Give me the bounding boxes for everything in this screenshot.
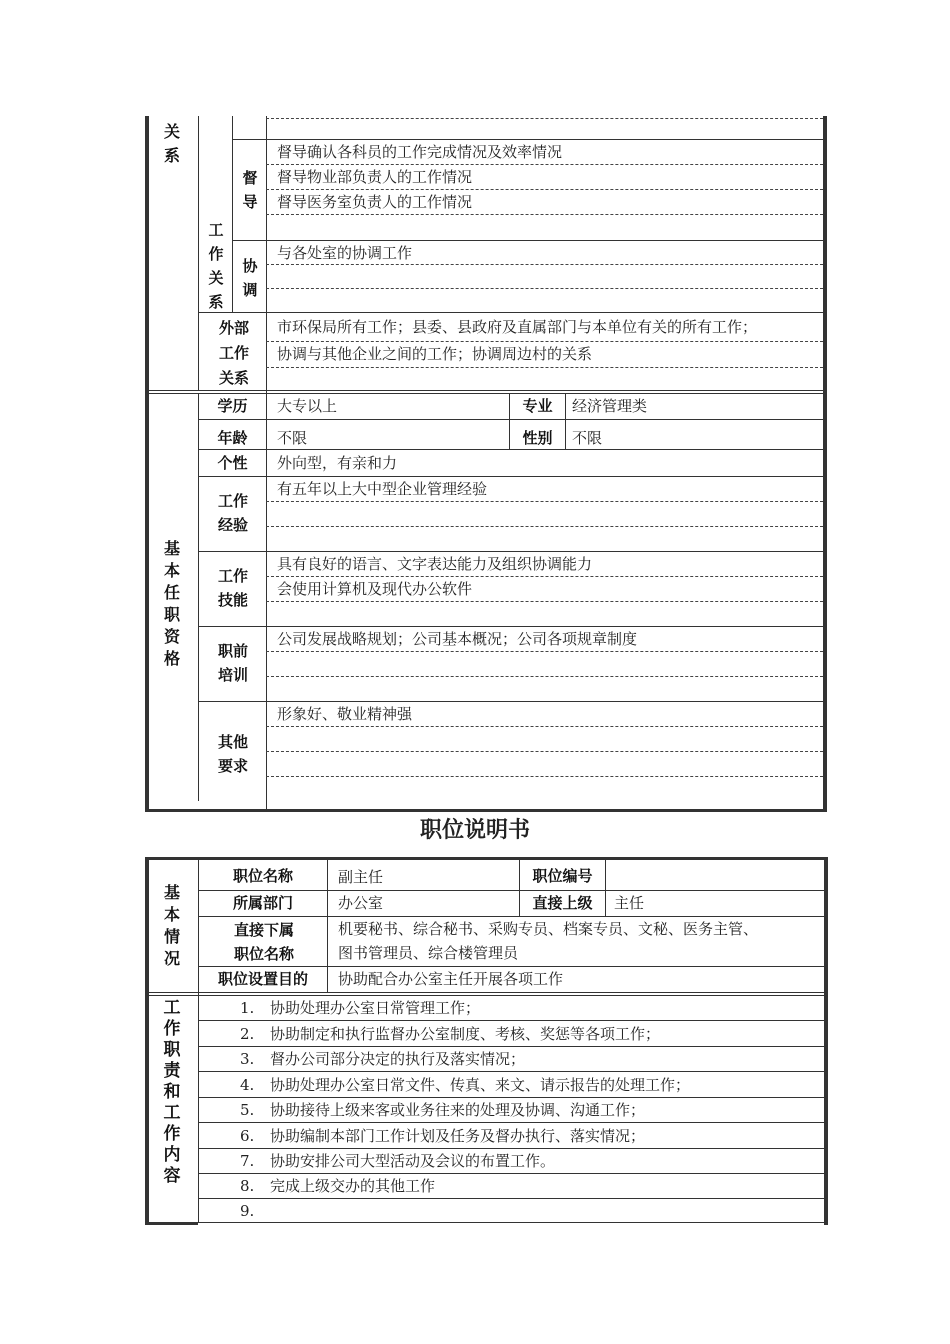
duty-num: 8.: [240, 1177, 255, 1195]
department-label: 所属部门: [232, 894, 293, 912]
purpose-label: 职位设置目的: [217, 970, 308, 988]
external-relation-label: 外部工作关系: [218, 319, 249, 387]
superior-value: 主任: [614, 894, 645, 912]
other-requirements-label: 其他要求: [217, 733, 248, 775]
duties-label: 工作职责和工作内容: [163, 998, 181, 1186]
position-name-label: 职位名称: [232, 867, 293, 885]
qualifications-label: 基本任职资格: [163, 539, 180, 668]
subordinate-line: 机要秘书、综合秘书、采购专员、档案专员、文秘、医务主管、: [338, 920, 759, 938]
position-no-label: 职位编号: [532, 867, 593, 885]
skills-item: 具有良好的语言、文字表达能力及组织协调能力: [277, 555, 593, 573]
gender-label: 性别: [522, 429, 553, 447]
position-name-value: 副主任: [338, 868, 384, 886]
personality-value: 外向型，有亲和力: [277, 454, 398, 472]
external-item: 协调与其他企业之间的工作；协调周边村的关系: [277, 345, 593, 363]
skills-label: 工作技能: [217, 567, 248, 609]
age-label: 年龄: [217, 429, 248, 447]
subordinate-label: 直接下属职位名称: [233, 921, 294, 963]
duty-num: 4.: [240, 1076, 255, 1094]
duty-text: 协助处理办公室日常文件、传真、来文、请示报告的处理工作；: [270, 1076, 691, 1094]
duty-text: 协助处理办公室日常管理工作；: [270, 999, 481, 1017]
duty-num: 2.: [240, 1025, 255, 1043]
other-item: 形象好、敬业精神强: [277, 705, 413, 723]
major-value: 经济管理类: [572, 397, 648, 415]
supervise-item: 督导物业部负责人的工作情况: [277, 168, 473, 186]
department-value: 办公室: [338, 894, 384, 912]
duty-text: 协助接待上级来客或业务往来的处理及协调、沟通工作；: [270, 1101, 646, 1119]
duty-num: 7.: [240, 1152, 255, 1170]
coordinate-label: 协调: [242, 257, 258, 299]
supervise-item: 督导确认各科员的工作完成情况及效率情况: [277, 143, 563, 161]
supervise-label: 督导: [242, 169, 258, 211]
duty-num: 1.: [240, 999, 255, 1017]
purpose-value: 协助配合办公室主任开展各项工作: [338, 970, 564, 988]
skills-item: 会使用计算机及现代办公软件: [277, 580, 473, 598]
duty-text: 督办公司部分决定的执行及落实情况；: [270, 1050, 526, 1068]
work-relation-label: 工作关系: [208, 221, 224, 311]
gender-value: 不限: [572, 429, 603, 447]
basic-info-label: 基本情况: [163, 883, 180, 968]
supervise-item: 督导医务室负责人的工作情况: [277, 193, 473, 211]
duty-text: 协助编制本部门工作计划及任务及督办执行、落实情况；: [270, 1127, 646, 1145]
duty-num: 5.: [240, 1101, 255, 1119]
relation-label: 关系: [163, 122, 180, 165]
subordinate-line: 图书管理员、综合楼管理员: [338, 944, 519, 962]
education-value: 大专以上: [277, 397, 338, 415]
personality-label: 个性: [217, 454, 248, 472]
experience-label: 工作经验: [217, 492, 248, 534]
duty-num: 6.: [240, 1127, 255, 1145]
duty-text: 协助安排公司大型活动及会议的布置工作。: [270, 1152, 556, 1170]
education-label: 学历: [217, 397, 248, 415]
major-label: 专业: [522, 397, 553, 415]
training-item: 公司发展战略规划；公司基本概况；公司各项规章制度: [277, 630, 638, 648]
document-title: 职位说明书: [419, 818, 530, 843]
superior-label: 直接上级: [532, 894, 593, 912]
coordinate-item: 与各处室的协调工作: [277, 244, 413, 262]
age-value: 不限: [277, 429, 308, 447]
duty-text: 协助制定和执行监督办公室制度、考核、奖惩等各项工作；: [270, 1025, 661, 1043]
duty-num: 9.: [240, 1202, 255, 1220]
training-label: 职前培训: [217, 642, 248, 684]
external-item: 市环保局所有工作；县委、县政府及直属部门与本单位有关的所有工作；: [277, 318, 758, 336]
experience-item: 有五年以上大中型企业管理经验: [277, 480, 488, 498]
duty-text: 完成上级交办的其他工作: [270, 1177, 436, 1195]
duty-num: 3.: [240, 1050, 255, 1068]
